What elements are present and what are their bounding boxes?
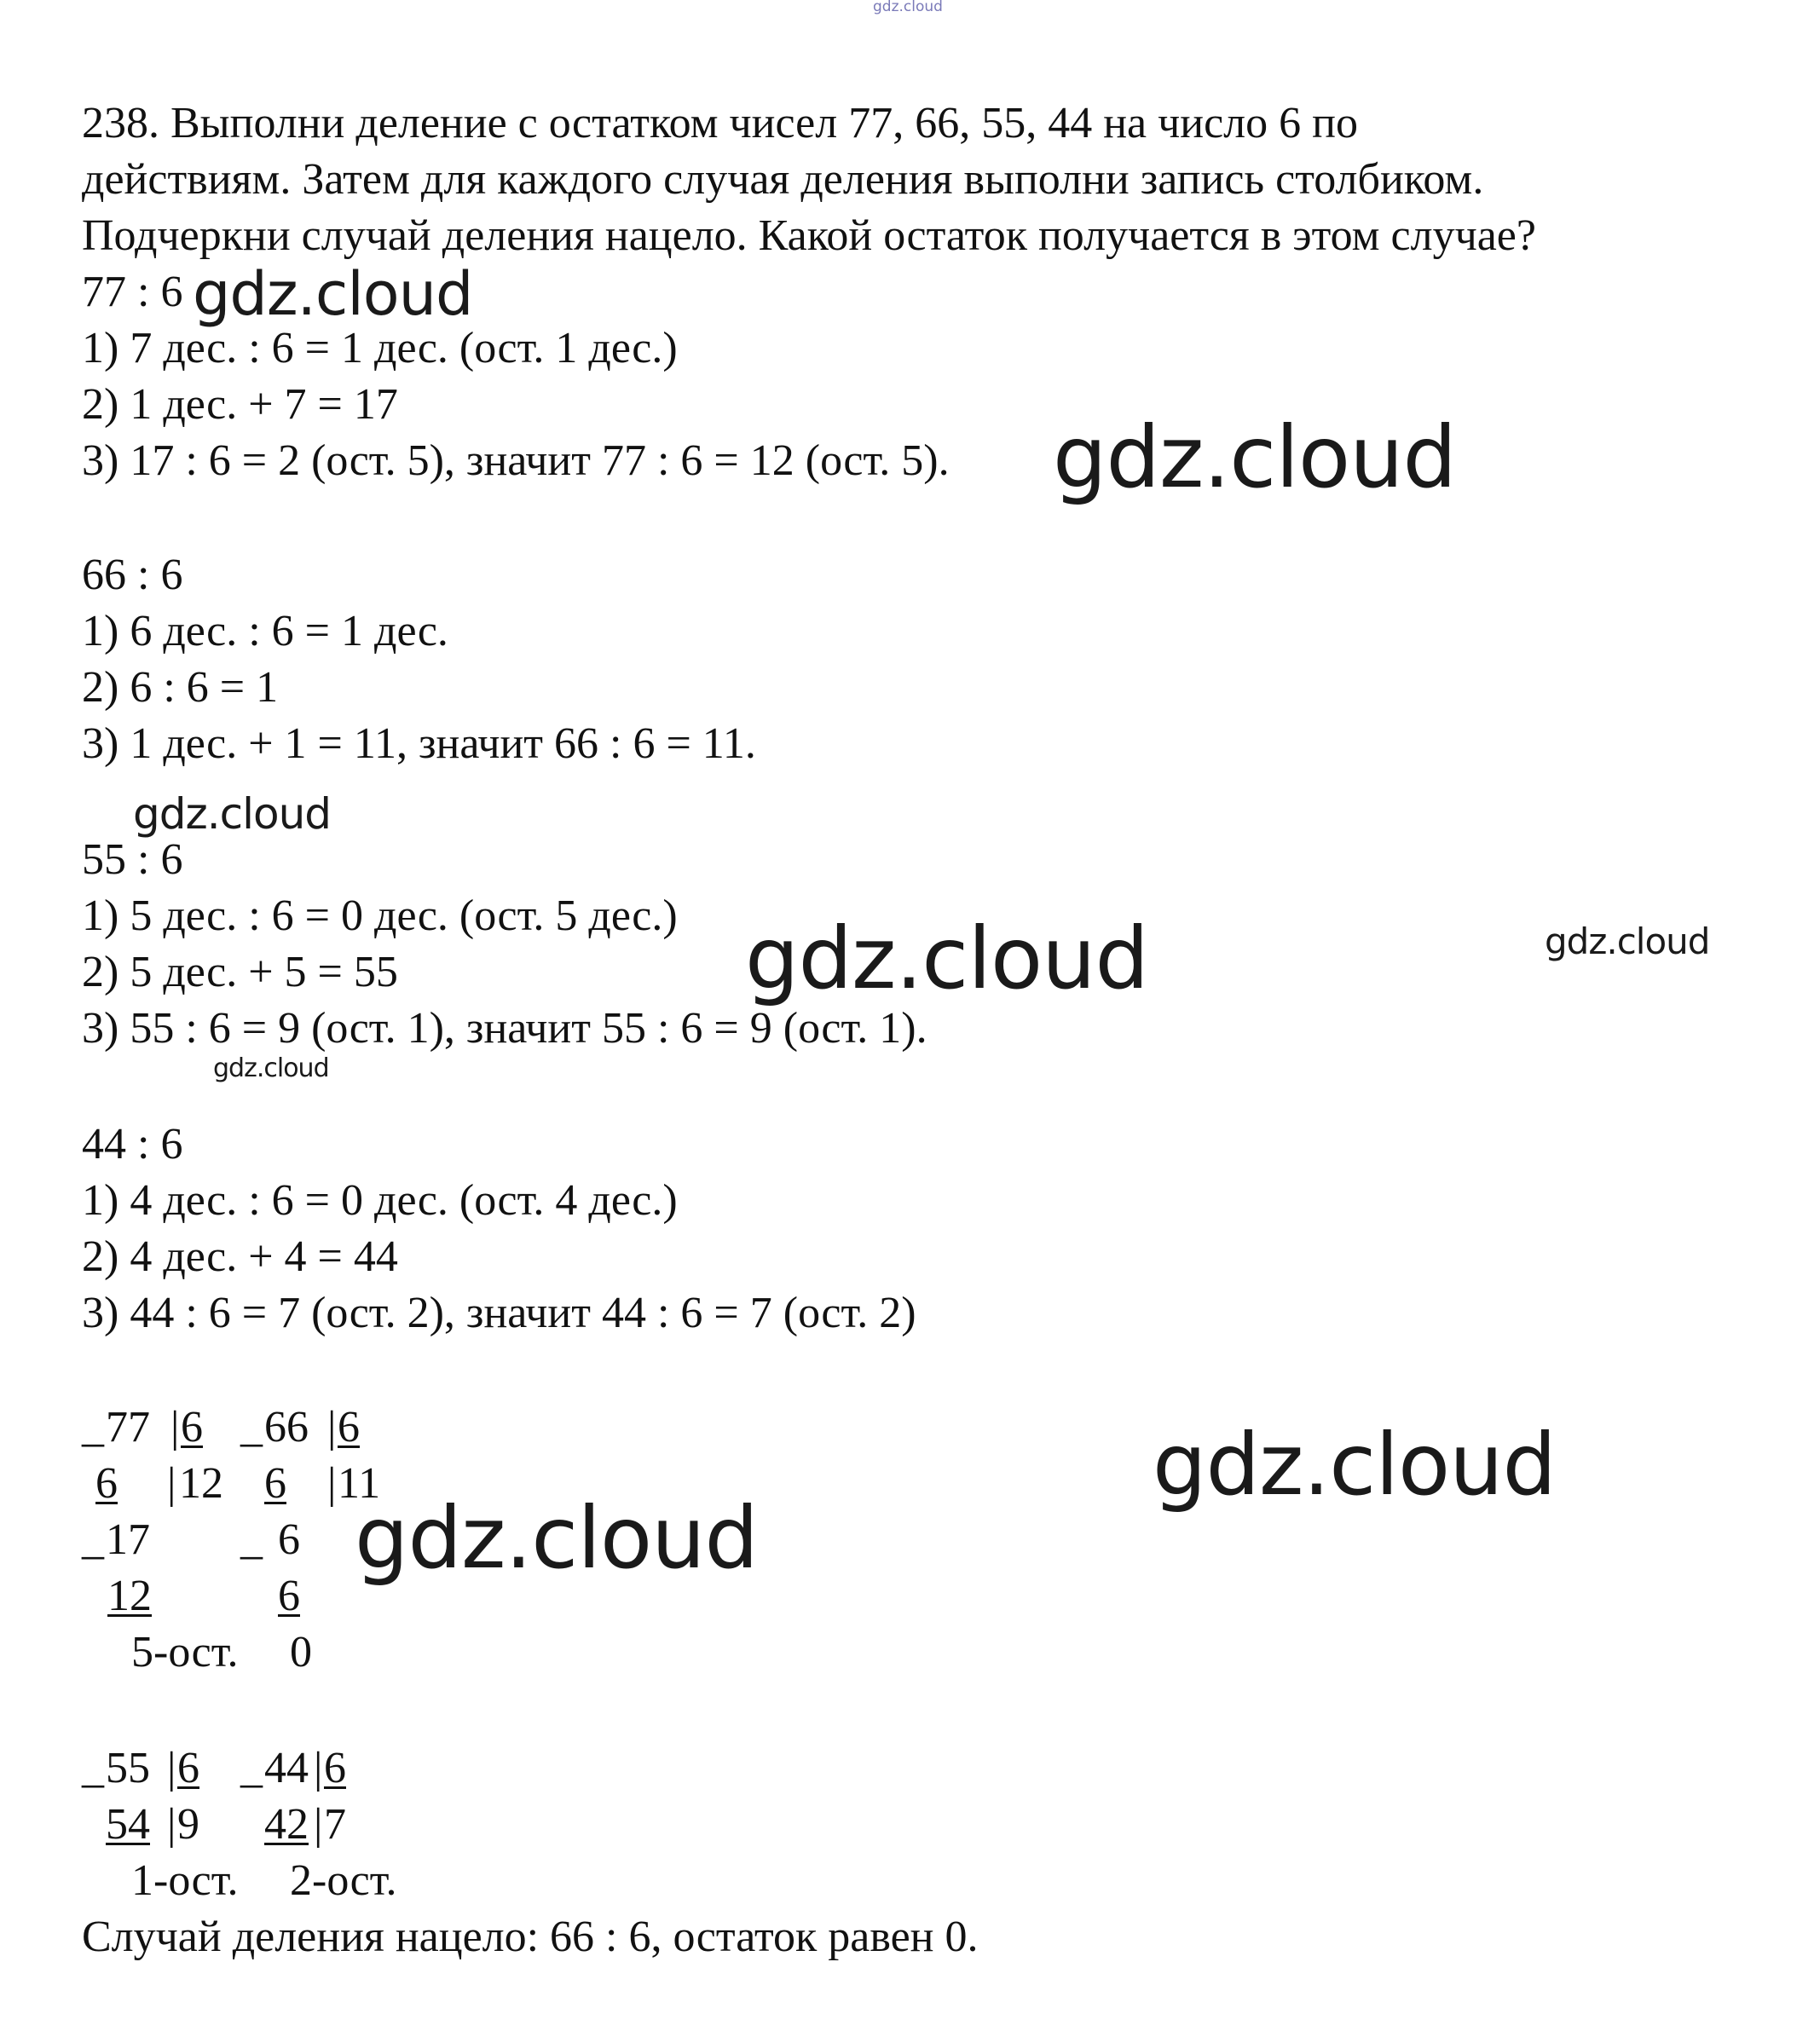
d66-sub2: 6: [278, 1572, 300, 1620]
watermark-8: gdz.cloud: [355, 1488, 759, 1588]
d44-sub1: 42: [264, 1800, 309, 1849]
task-line-2: действиям. Затем для каждого случая деления выполни запись столбиком.: [82, 155, 1484, 204]
d77-remainder: 5-ост.: [131, 1628, 239, 1676]
case-55-step-3: 3) 55 : 6 = 9 (ост. 1), значит 55 : 6 = 9 (ост. 1).: [82, 1004, 927, 1053]
d77-rem1: 17: [106, 1515, 150, 1564]
case-header-44: 44 : 6: [82, 1120, 183, 1169]
task-line-1: 238. Выполни деление с остатком чисел 77, 66, 55, 44 на число 6 по: [82, 99, 1358, 147]
d77-quotient: 12: [179, 1459, 223, 1508]
watermark-5: gdz.cloud: [1545, 920, 1710, 962]
case-55-step-1: 1) 5 дес. : 6 = 0 дес. (ост. 5 дес.): [82, 892, 678, 940]
d55-remainder: 1-ост.: [131, 1856, 239, 1905]
task-line-3: Подчеркни случай деления нацело. Какой остаток получается в этом случае?: [82, 211, 1536, 260]
conclusion: Случай деления нацело: 66 : 6, остаток равен 0.: [82, 1913, 979, 1961]
case-77-step-1: 1) 7 дес. : 6 = 1 дес. (ост. 1 дес.): [82, 324, 678, 372]
d44-remainder: 2-ост.: [290, 1856, 397, 1905]
d66-remainder: 0: [290, 1628, 312, 1676]
d44-dividend: 44: [264, 1744, 309, 1792]
watermark-6: gdz.cloud: [213, 1053, 329, 1083]
case-44-step-1: 1) 4 дес. : 6 = 0 дес. (ост. 4 дес.): [82, 1176, 678, 1225]
case-66-step-2: 2) 6 : 6 = 1: [82, 663, 279, 712]
case-77-step-2: 2) 1 дес. + 7 = 17: [82, 380, 398, 429]
d55-quotient: 9: [177, 1800, 199, 1849]
d66-quotient: 11: [338, 1459, 381, 1508]
watermark-top: gdz.cloud: [873, 0, 943, 15]
watermark-4: gdz.cloud: [745, 909, 1149, 1008]
d44-divisor: 6: [324, 1744, 346, 1792]
d77-sub2: 12: [107, 1572, 152, 1620]
case-header-55: 55 : 6: [82, 835, 183, 884]
watermark-3: gdz.cloud: [133, 789, 332, 839]
d77-dividend: 77: [106, 1403, 150, 1451]
d77-sub1: 6: [95, 1459, 118, 1508]
d55-dividend: 55: [106, 1744, 150, 1792]
d77-divisor: 6: [181, 1403, 203, 1451]
case-66-step-1: 1) 6 дес. : 6 = 1 дес.: [82, 607, 448, 655]
d66-sub1: 6: [264, 1459, 286, 1508]
case-44-step-2: 2) 4 дес. + 4 = 44: [82, 1232, 398, 1281]
d44-quotient: 7: [324, 1800, 346, 1849]
case-header-66: 66 : 6: [82, 551, 183, 599]
watermark-1: gdz.cloud: [193, 259, 473, 329]
watermark-7: gdz.cloud: [1153, 1415, 1557, 1515]
case-66-step-3: 3) 1 дес. + 1 = 11, значит 66 : 6 = 11.: [82, 719, 756, 768]
case-77-step-3: 3) 17 : 6 = 2 (ост. 5), значит 77 : 6 = 12 (ост. 5).: [82, 436, 950, 485]
d66-dividend: 66: [264, 1403, 309, 1451]
case-header-77: 77 : 6: [82, 268, 183, 316]
d55-divisor: 6: [177, 1744, 199, 1792]
watermark-2: gdz.cloud: [1053, 407, 1457, 507]
case-55-step-2: 2) 5 дес. + 5 = 55: [82, 948, 398, 996]
d55-sub1: 54: [106, 1800, 150, 1849]
case-44-step-3: 3) 44 : 6 = 7 (ост. 2), значит 44 : 6 = 7 (ост. 2): [82, 1289, 916, 1337]
d66-rem1: 6: [278, 1515, 300, 1564]
d66-divisor: 6: [338, 1403, 360, 1451]
